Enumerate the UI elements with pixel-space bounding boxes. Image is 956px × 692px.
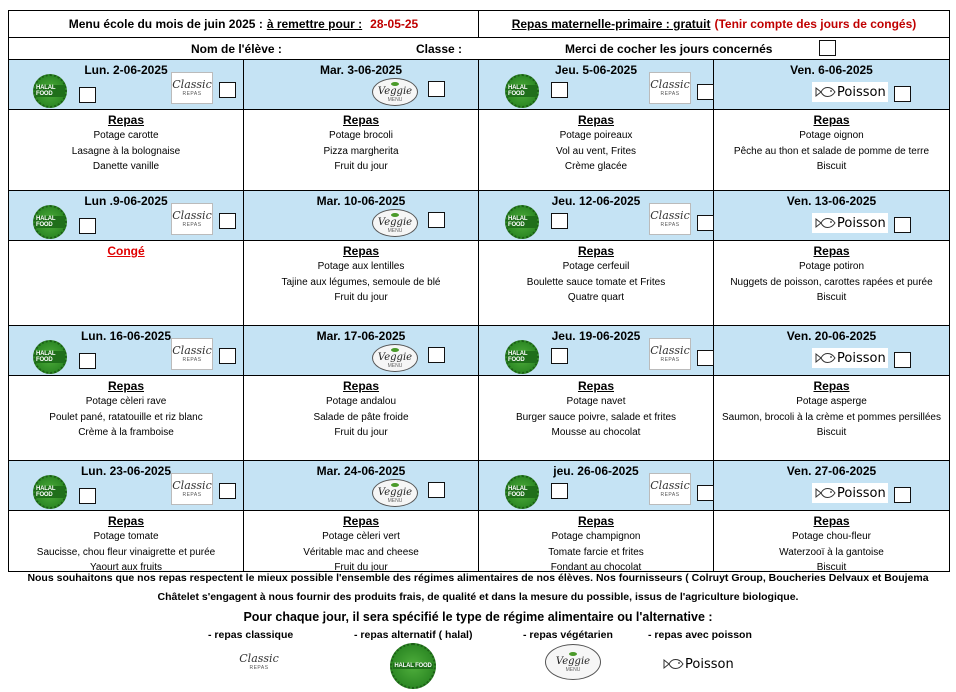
- day-header-cell: [9, 191, 244, 241]
- meal-cell: [714, 241, 949, 325]
- legend-veggie-label: - repas végétarien: [523, 629, 613, 641]
- meal-item: Potage cèleri rave: [85, 396, 167, 407]
- meal-item: Quatre quart: [567, 292, 625, 303]
- meal-item: Crème à la framboise: [78, 427, 174, 438]
- meal-cell: [714, 110, 949, 190]
- day-date: Mar. 17-06-2025: [316, 329, 406, 343]
- holiday-label: Congé: [107, 244, 145, 258]
- holiday-note: (Tenir compte des jours de congés): [714, 17, 917, 31]
- veggie-logo-icon: Veggie MENU: [372, 344, 418, 372]
- day-checkbox-2-1[interactable]: [219, 348, 236, 364]
- meal-cell: [714, 511, 949, 571]
- day-header-cell: [479, 461, 714, 511]
- week-block: [8, 191, 950, 326]
- meal-row: [9, 241, 949, 325]
- meal-title: Repas: [342, 113, 380, 127]
- meal-item: Yaourt aux fruits: [89, 562, 163, 573]
- day-header-cell: [9, 326, 244, 376]
- day-header-cell: [714, 461, 949, 511]
- meal-title: Repas: [813, 244, 850, 258]
- meal-cell: [479, 241, 714, 325]
- day-date: Mar. 10-06-2025: [316, 194, 406, 208]
- day-date: Jeu. 5-06-2025: [554, 63, 638, 77]
- meal-item: Biscuit: [816, 562, 847, 573]
- meal-item: Mousse au chocolat: [551, 427, 641, 438]
- meal-title: Repas: [813, 379, 850, 393]
- meal-item: Potage poireaux: [559, 130, 633, 141]
- tick-all-checkbox[interactable]: [819, 40, 836, 56]
- halal-logo-icon: HALAL FOOD: [33, 475, 67, 509]
- meal-cell: [244, 376, 479, 460]
- meal-item: Burger sauce poivre, salade et frites: [515, 411, 677, 423]
- meal-cell: [479, 511, 714, 571]
- day-checkbox-1-0[interactable]: [428, 212, 445, 228]
- week-block: [8, 461, 950, 572]
- meal-item: Tajine aux légumes, semoule de blé: [281, 276, 441, 288]
- day-checkbox-1-0[interactable]: [894, 217, 911, 233]
- student-row: [8, 38, 950, 60]
- classic-logo-icon: Classic REPAS: [649, 473, 691, 505]
- meal-item: Biscuit: [816, 292, 847, 303]
- day-checkbox-0-0[interactable]: [551, 82, 568, 98]
- legend-classic-logo: [238, 646, 280, 678]
- meal-title: Repas: [107, 113, 145, 127]
- header-left: [9, 11, 479, 37]
- meal-title: Repas: [342, 379, 380, 393]
- footer-line-1: Nous souhaitons que nos repas respectent le mieux possible l'ensemble des régimes alimentaires de nos élèves. Nos fournisseurs ( Colruyt Group, Boucheries Delvaux et Boujema: [27, 572, 929, 584]
- meal-cell: [9, 376, 244, 460]
- meal-cell: [9, 511, 244, 571]
- day-header-cell: [714, 60, 949, 110]
- day-date: jeu. 26-06-2025: [553, 464, 639, 478]
- day-checkbox-0-1[interactable]: [219, 82, 236, 98]
- meal-item: Potage cèleri vert: [322, 531, 400, 542]
- day-checkbox-3-0[interactable]: [551, 483, 568, 499]
- meal-cell: [244, 110, 479, 190]
- day-date: Ven. 20-06-2025: [786, 329, 877, 343]
- day-checkbox-2-0[interactable]: [428, 347, 445, 363]
- student-name-label: Nom de l'élève :: [191, 42, 282, 56]
- legend-halal-logo: [390, 643, 436, 689]
- meal-title: Repas: [577, 244, 615, 258]
- day-checkbox-0-1[interactable]: [697, 84, 714, 100]
- meal-cell: [9, 241, 244, 325]
- menu-sheet: [8, 10, 950, 572]
- day-checkbox-1-0[interactable]: [551, 213, 568, 229]
- day-header-cell: [479, 191, 714, 241]
- meal-cell: [714, 376, 949, 460]
- meal-item: Potage cerfeuil: [562, 261, 630, 272]
- meal-title: Repas: [342, 244, 380, 258]
- legend-fish-logo: [660, 654, 736, 674]
- meal-item: Potage champignon: [551, 531, 641, 542]
- legend-fish-label: - repas avec poisson: [648, 629, 752, 641]
- meal-item: Danette vanille: [92, 161, 160, 172]
- classic-logo-icon: Classic REPAS: [238, 646, 280, 678]
- meal-row: [9, 511, 949, 571]
- meal-item: Potage navet: [566, 396, 626, 407]
- day-checkbox-2-0[interactable]: [551, 348, 568, 364]
- meal-item: Potage andalou: [325, 396, 397, 407]
- halal-logo-icon: HALAL FOOD: [33, 340, 67, 374]
- day-checkbox-3-1[interactable]: [697, 485, 714, 501]
- tick-instruction: Merci de cocher les jours concernés: [565, 42, 773, 56]
- meal-item: Boulette sauce tomate et Frites: [526, 276, 666, 288]
- day-checkbox-1-0[interactable]: [79, 218, 96, 234]
- day-date: Lun. 23-06-2025: [80, 464, 172, 478]
- meal-item: Saucisse, chou fleur vinaigrette et purée: [36, 546, 216, 558]
- day-checkbox-0-0[interactable]: [428, 81, 445, 97]
- halal-logo-icon: HALAL FOOD: [505, 205, 539, 239]
- day-header-cell: [479, 60, 714, 110]
- day-date: Lun. 2-06-2025: [84, 63, 168, 77]
- day-header-row: [9, 60, 949, 110]
- veggie-logo-icon: Veggie MENU: [372, 479, 418, 507]
- day-checkbox-2-0[interactable]: [79, 353, 96, 369]
- meal-item: Potage asperge: [796, 396, 867, 407]
- header-right: [479, 11, 949, 37]
- footer-line-3: Pour chaque jour, il sera spécifié le type de régime alimentaire ou l'alternative :: [243, 610, 713, 624]
- meal-item: Potage carotte: [93, 130, 159, 141]
- meal-item: Salade de pâte froide: [313, 411, 409, 423]
- halal-logo-icon: HALAL FOOD: [33, 205, 67, 239]
- meal-item: Pêche au thon et salade de pomme de terre: [733, 145, 930, 157]
- week-block: [8, 60, 950, 191]
- meal-item: Biscuit: [816, 427, 847, 438]
- day-checkbox-3-0[interactable]: [79, 488, 96, 504]
- meal-item: Potage brocoli: [329, 130, 393, 141]
- fish-logo-icon: Poisson: [660, 654, 736, 674]
- day-checkbox-3-0[interactable]: [428, 482, 445, 498]
- meal-item: Fruit du jour: [334, 161, 388, 172]
- day-checkbox-2-0[interactable]: [894, 352, 911, 368]
- day-header-cell: [714, 191, 949, 241]
- classic-logo-icon: Classic REPAS: [171, 338, 213, 370]
- meal-item: Lasagne à la bolognaise: [71, 145, 181, 157]
- day-date: Jeu. 12-06-2025: [551, 194, 641, 208]
- legend-halal-label: - repas alternatif ( halal): [354, 629, 473, 641]
- meal-item: Véritable mac and cheese: [303, 546, 419, 558]
- classic-logo-icon: Classic REPAS: [649, 338, 691, 370]
- meal-item: Potage tomate: [93, 531, 159, 542]
- day-checkbox-0-0[interactable]: [894, 86, 911, 102]
- classic-logo-icon: Classic REPAS: [171, 72, 213, 104]
- day-header-row: [9, 326, 949, 376]
- meal-item: Vol au vent, Frites: [555, 145, 637, 157]
- halal-logo-icon: HALAL FOOD: [505, 475, 539, 509]
- meal-title: Repas: [577, 113, 615, 127]
- meal-item: Poulet pané, ratatouille et riz blanc: [49, 411, 203, 423]
- meals-free-label: Repas maternelle-primaire : gratuit: [511, 17, 711, 31]
- halal-logo-icon: HALAL FOOD: [505, 74, 539, 108]
- fish-logo-icon: Poisson: [812, 82, 888, 102]
- meal-item: Fondant au chocolat: [550, 562, 642, 573]
- day-date: Mar. 24-06-2025: [316, 464, 406, 478]
- meal-title: Repas: [107, 379, 145, 393]
- meal-item: Fruit du jour: [334, 562, 388, 573]
- day-checkbox-1-1[interactable]: [697, 215, 714, 231]
- meal-item: Tomate farcie et frites: [548, 546, 644, 558]
- return-label: à remettre pour :: [266, 17, 363, 31]
- meal-cell: [244, 511, 479, 571]
- day-header-cell: [9, 60, 244, 110]
- day-header-cell: [9, 461, 244, 511]
- weeks-grid: [8, 60, 950, 572]
- classic-logo-icon: Classic REPAS: [171, 473, 213, 505]
- meal-cell: [479, 110, 714, 190]
- meal-row: [9, 376, 949, 460]
- meal-row: [9, 110, 949, 190]
- meal-title: Repas: [577, 514, 615, 528]
- meal-cell: [244, 241, 479, 325]
- day-header-cell: [244, 461, 479, 511]
- meal-item: Saumon, brocoli à la crème et pommes persillées: [722, 411, 941, 423]
- veggie-logo-icon: Veggie MENU: [545, 644, 601, 680]
- day-date: Ven. 27-06-2025: [786, 464, 877, 478]
- day-date: Lun. 16-06-2025: [80, 329, 172, 343]
- day-date: Jeu. 19-06-2025: [551, 329, 641, 343]
- legend-veggie-logo: [545, 644, 601, 680]
- meal-item: Potage potiron: [798, 261, 865, 272]
- day-date: Mar. 3-06-2025: [319, 63, 403, 77]
- meal-item: Nuggets de poisson, carottes rapées et purée: [730, 276, 933, 288]
- halal-logo-icon: HALAL FOOD: [505, 340, 539, 374]
- day-header-cell: [714, 326, 949, 376]
- day-checkbox-3-1[interactable]: [219, 483, 236, 499]
- legend-classic-label: - repas classique: [208, 629, 294, 641]
- meal-title: Repas: [577, 379, 615, 393]
- meal-title: Repas: [342, 514, 380, 528]
- day-header-cell: [244, 60, 479, 110]
- day-checkbox-0-0[interactable]: [79, 87, 96, 103]
- day-header-cell: [244, 191, 479, 241]
- fish-logo-icon: Poisson: [812, 213, 888, 233]
- class-label: Classe :: [416, 42, 463, 56]
- meal-cell: [9, 110, 244, 190]
- day-header-cell: [244, 326, 479, 376]
- meal-item: Pizza margherita: [323, 145, 399, 157]
- meal-item: Potage oignon: [799, 130, 864, 141]
- day-header-cell: [479, 326, 714, 376]
- meal-item: Crème glacée: [564, 161, 628, 172]
- meal-title: Repas: [813, 113, 850, 127]
- halal-logo-icon: HALAL FOOD: [33, 74, 67, 108]
- day-header-row: [9, 191, 949, 241]
- header-row: [8, 10, 950, 38]
- halal-logo-icon: HALAL FOOD: [390, 643, 436, 689]
- classic-logo-icon: Classic REPAS: [649, 203, 691, 235]
- meal-title: Repas: [813, 514, 850, 528]
- day-date: Ven. 13-06-2025: [786, 194, 877, 208]
- veggie-logo-icon: Veggie MENU: [372, 78, 418, 106]
- classic-logo-icon: Classic REPAS: [171, 203, 213, 235]
- week-block: [8, 326, 950, 461]
- meal-item: Waterzooï à la gantoise: [779, 546, 884, 558]
- return-date: 28-05-25: [370, 17, 419, 31]
- day-header-row: [9, 461, 949, 511]
- day-date: Ven. 6-06-2025: [790, 63, 873, 77]
- meal-cell: [479, 376, 714, 460]
- fish-logo-icon: Poisson: [812, 348, 888, 368]
- day-checkbox-3-0[interactable]: [894, 487, 911, 503]
- day-checkbox-1-1[interactable]: [219, 213, 236, 229]
- fish-logo-icon: Poisson: [812, 483, 888, 503]
- meal-item: Potage chou-fleur: [792, 531, 871, 542]
- day-date: Lun .9-06-2025: [84, 194, 168, 208]
- meal-item: Biscuit: [816, 161, 847, 172]
- meal-item: Fruit du jour: [334, 292, 388, 303]
- footer-line-2: Châtelet s'engagent à nous fournir des produits frais, de qualité et dans la mesure du possible, issus de l'agriculture biologique.: [157, 591, 799, 603]
- meal-item: Potage aux lentilles: [317, 261, 405, 272]
- veggie-logo-icon: Veggie MENU: [372, 209, 418, 237]
- day-checkbox-2-1[interactable]: [697, 350, 714, 366]
- meal-title: Repas: [107, 514, 145, 528]
- meal-item: Fruit du jour: [334, 427, 388, 438]
- menu-title: Menu école du mois de juin 2025 :: [68, 17, 263, 31]
- classic-logo-icon: Classic REPAS: [649, 72, 691, 104]
